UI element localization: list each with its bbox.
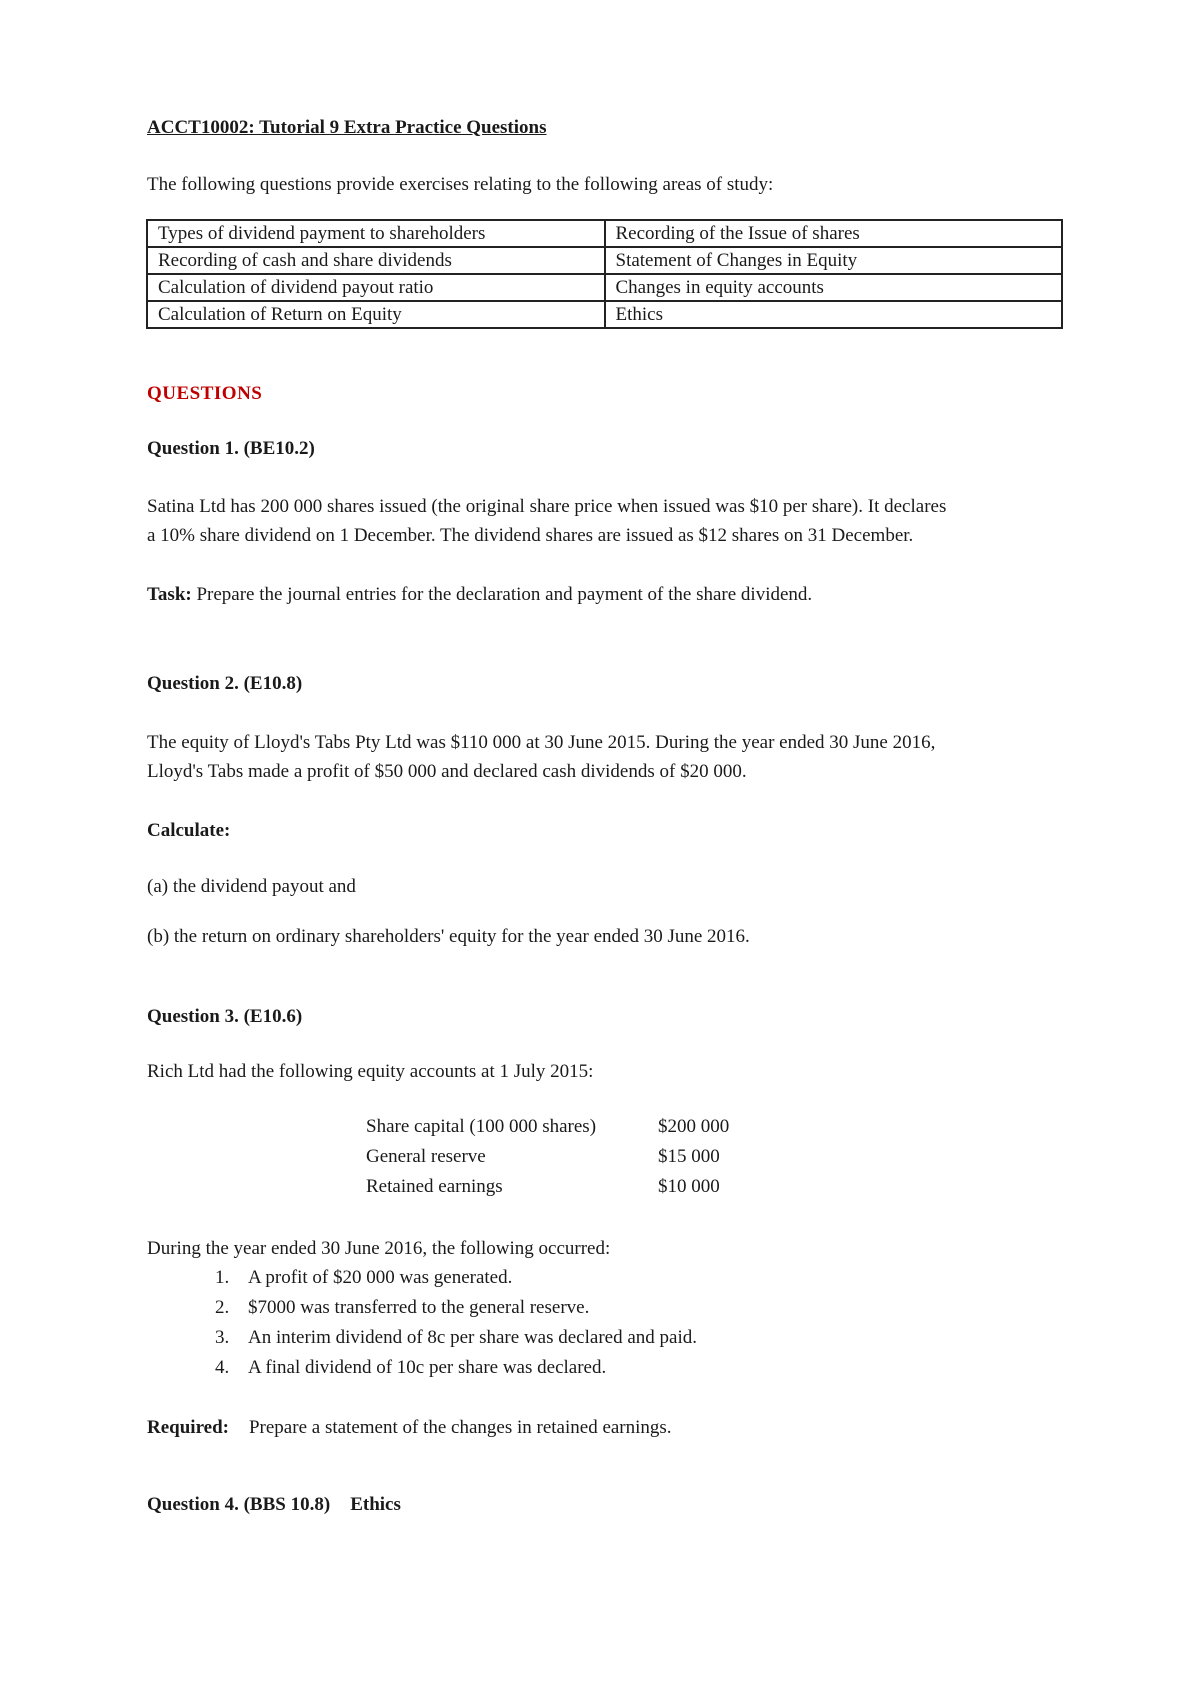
table-cell: Calculation of dividend payout ratio bbox=[147, 274, 605, 301]
question-4-heading bbox=[147, 1490, 401, 1519]
task-text: Prepare the journal entries for the declaration and payment of the share dividend. bbox=[191, 584, 813, 605]
task-label: Task: bbox=[147, 584, 192, 605]
equity-label: General reserve bbox=[366, 1146, 486, 1167]
areas-of-study-table bbox=[146, 219, 1063, 329]
question-3-required bbox=[147, 1413, 672, 1442]
table-row bbox=[147, 220, 1062, 247]
question-4-topic: Ethics bbox=[350, 1494, 401, 1515]
document-title: ACCT10002: Tutorial 9 Extra Practice Questions bbox=[147, 117, 547, 138]
calculate-label: Calculate: bbox=[147, 820, 231, 841]
table-cell: Calculation of Return on Equity bbox=[147, 301, 605, 328]
equity-value: $200 000 bbox=[658, 1116, 730, 1137]
list-number: 3. bbox=[215, 1327, 230, 1348]
equity-row bbox=[366, 1172, 778, 1202]
equity-label: Share capital (100 000 shares) bbox=[366, 1116, 597, 1137]
question-4-code: (BBS 10.8) bbox=[238, 1494, 331, 1515]
list-text: A final dividend of 10c per share was declared. bbox=[248, 1357, 607, 1378]
table-row bbox=[147, 301, 1062, 328]
table-cell: Ethics bbox=[605, 301, 1063, 328]
question-3-during: During the year ended 30 June 2016, the following occurred: bbox=[147, 1238, 611, 1259]
equity-row bbox=[366, 1142, 778, 1172]
table-cell: Recording of the Issue of shares bbox=[605, 220, 1063, 247]
list-item bbox=[215, 1263, 697, 1293]
question-2-line-2: Lloyd's Tabs made a profit of $50 000 and declared cash dividends of $20 000. bbox=[147, 761, 747, 782]
question-1-task bbox=[147, 580, 812, 609]
equity-row bbox=[366, 1112, 778, 1142]
required-label: Required: bbox=[147, 1417, 229, 1438]
equity-value: $15 000 bbox=[658, 1146, 720, 1167]
list-item bbox=[215, 1293, 697, 1323]
question-2-part-b: (b) the return on ordinary shareholders' equity for the year ended 30 June 2016. bbox=[147, 926, 750, 947]
intro-text: The following questions provide exercises relating to the following areas of study: bbox=[147, 174, 774, 195]
events-list bbox=[215, 1263, 697, 1383]
list-item bbox=[215, 1323, 697, 1353]
list-number: 2. bbox=[215, 1297, 230, 1318]
list-text: $7000 was transferred to the general reserve. bbox=[248, 1297, 590, 1318]
question-1-line-1: Satina Ltd has 200 000 shares issued (the original share price when issued was $10 per share). It declares bbox=[147, 496, 947, 517]
equity-label: Retained earnings bbox=[366, 1176, 503, 1197]
list-text: An interim dividend of 8c per share was declared and paid. bbox=[248, 1327, 697, 1348]
list-item bbox=[215, 1353, 697, 1383]
table-cell: Changes in equity accounts bbox=[605, 274, 1063, 301]
question-2-heading: Question 2. (E10.8) bbox=[147, 673, 303, 694]
question-2-line-1: The equity of Lloyd's Tabs Pty Ltd was $110 000 at 30 June 2015. During the year ended 30 June 2016, bbox=[147, 732, 936, 753]
questions-heading: QUESTIONS bbox=[147, 383, 263, 404]
question-4-label: Question 4. bbox=[147, 1494, 239, 1515]
question-3-intro: Rich Ltd had the following equity accounts at 1 July 2015: bbox=[147, 1061, 594, 1082]
required-text: Prepare a statement of the changes in retained earnings. bbox=[248, 1417, 672, 1438]
table-cell: Recording of cash and share dividends bbox=[147, 247, 605, 274]
table-row bbox=[147, 274, 1062, 301]
list-number: 1. bbox=[215, 1267, 230, 1288]
equity-value: $10 000 bbox=[658, 1176, 720, 1197]
question-3-heading: Question 3. (E10.6) bbox=[147, 1006, 303, 1027]
question-1-line-2: a 10% share dividend on 1 December. The dividend shares are issued as $12 shares on 31 December. bbox=[147, 525, 914, 546]
question-1-heading: Question 1. (BE10.2) bbox=[147, 438, 315, 459]
list-number: 4. bbox=[215, 1357, 230, 1378]
table-row bbox=[147, 247, 1062, 274]
equity-accounts-table bbox=[366, 1112, 778, 1202]
table-cell: Types of dividend payment to shareholders bbox=[147, 220, 605, 247]
question-2-part-a: (a) the dividend payout and bbox=[147, 876, 356, 897]
table-cell: Statement of Changes in Equity bbox=[605, 247, 1063, 274]
list-text: A profit of $20 000 was generated. bbox=[248, 1267, 513, 1288]
